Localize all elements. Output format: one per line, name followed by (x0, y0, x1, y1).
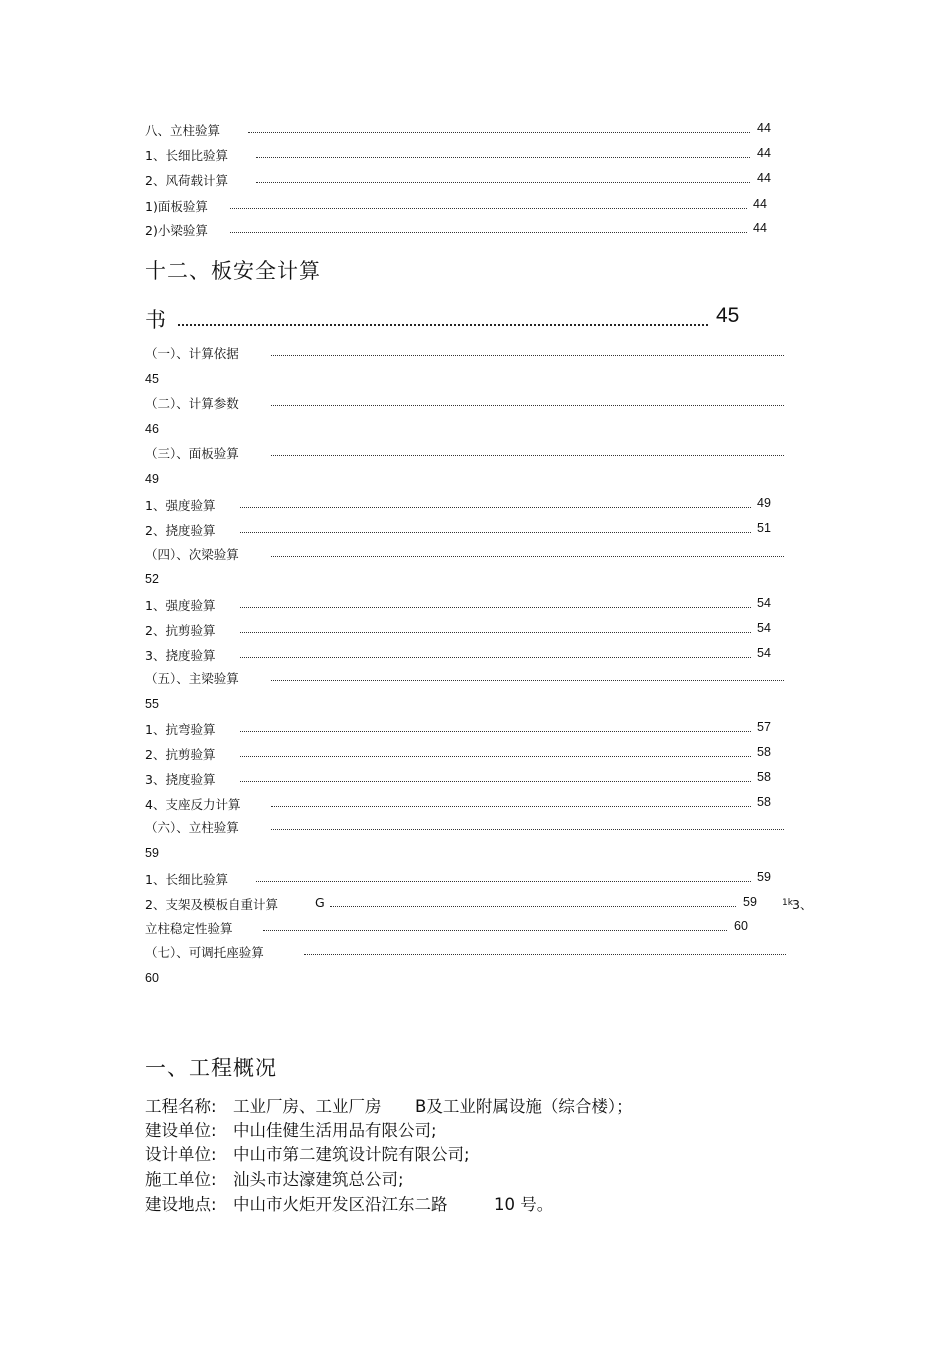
toc-leader-dots (240, 597, 751, 608)
toc-page-number: 59 (757, 870, 771, 884)
info-value: 工业厂房、工业厂房 (233, 1097, 382, 1116)
toc-entry-label[interactable]: 1、强度验算 (145, 598, 216, 613)
toc-leader-dots (304, 944, 786, 955)
toc-leader-dots (271, 670, 784, 681)
toc-page-number: 49 (757, 496, 771, 510)
toc-page-number: 49 (145, 472, 159, 486)
toc-entry-label[interactable]: （七）、可调托座验算 (145, 945, 264, 960)
toc-entry-label[interactable]: 八、立柱验算 (145, 123, 221, 138)
toc-leader-dots (271, 796, 751, 807)
toc-leader-dots (248, 122, 750, 133)
toc-leader-dots (230, 198, 747, 209)
toc-page-number: 46 (145, 422, 159, 436)
toc-entry-label[interactable]: 立柱稳定性验算 (145, 921, 233, 936)
info-value: 中山市火炬开发区沿江东二路 (233, 1195, 448, 1214)
toc-entry-label[interactable]: （一）、计算依据 (145, 346, 239, 361)
toc-page-number: 54 (757, 621, 771, 635)
toc-page-number: 51 (757, 521, 771, 535)
toc-page-number: 45 (716, 304, 740, 327)
chapter-title-line1[interactable]: 十二、板安全计算 (145, 259, 321, 283)
toc-entry-label[interactable]: 1、强度验算 (145, 498, 216, 513)
toc-leader-dots (330, 896, 736, 907)
toc-entry-label[interactable]: （四）、次梁验算 (145, 547, 239, 562)
toc-stray-mark: 3、 (792, 897, 813, 912)
toc-entry-label[interactable]: 2、风荷载计算 (145, 173, 228, 188)
toc-page-number: 59 (145, 846, 159, 860)
toc-leader-dots (230, 222, 747, 233)
toc-leader-dots (240, 771, 751, 782)
toc-page-number: 44 (753, 221, 767, 235)
toc-entry-label[interactable]: （二）、计算参数 (145, 396, 239, 411)
toc-leader-dots (240, 746, 751, 757)
toc-entry-label[interactable]: 3、挠度验算 (145, 772, 216, 787)
toc-leader-dots (256, 871, 751, 882)
toc-leader-dots (256, 147, 750, 158)
toc-page-number: 44 (753, 197, 767, 211)
toc-leader-dots (271, 345, 784, 356)
toc-leader-dots (263, 920, 727, 931)
toc-entry-label[interactable]: 1、长细比验算 (145, 872, 228, 887)
info-key: 设计单位: (145, 1145, 217, 1164)
toc-page-number: 44 (757, 121, 771, 135)
toc-leader-dots (240, 647, 751, 658)
toc-leader-dots (178, 310, 708, 326)
toc-leader-dots (240, 622, 751, 633)
toc-entry-label[interactable]: 3、挠度验算 (145, 648, 216, 663)
info-key: 工程名称: (145, 1097, 217, 1116)
toc-page-number: 58 (757, 745, 771, 759)
toc-page-number: 60 (145, 971, 159, 985)
info-value-continued: 10 号。 (494, 1195, 554, 1214)
chapter-title-line2[interactable]: 书 (145, 308, 167, 332)
toc-entry-symbol: G (315, 895, 325, 910)
info-value: 中山市第二建筑设计院有限公司; (233, 1145, 470, 1164)
toc-entry-label[interactable]: 4、支座反力计算 (145, 797, 241, 812)
info-value: 中山佳健生活用品有限公司; (233, 1121, 437, 1140)
toc-page-number: 52 (145, 572, 159, 586)
info-key: 施工单位: (145, 1170, 217, 1189)
info-value-continued: B及工业附属设施（综合楼）； (415, 1097, 633, 1116)
toc-entry-label[interactable]: （三）、面板验算 (145, 446, 239, 461)
toc-page-number: 58 (757, 770, 771, 784)
toc-leader-dots (240, 497, 751, 508)
toc-page-number: 54 (757, 596, 771, 610)
toc-page-number: 55 (145, 697, 159, 711)
toc-page-number: 60 (734, 919, 748, 933)
toc-page-number: 44 (757, 146, 771, 160)
toc-entry-label[interactable]: 2、抗剪验算 (145, 747, 216, 762)
toc-page-number: 45 (145, 372, 159, 386)
toc-leader-dots (271, 445, 784, 456)
toc-stray-mark: 1k (782, 898, 793, 908)
toc-entry-label[interactable]: 2、支架及模板自重计算 (145, 897, 278, 912)
info-key: 建设地点: (145, 1195, 217, 1214)
toc-entry-label[interactable]: 2、抗剪验算 (145, 623, 216, 638)
toc-page-number: 58 (757, 795, 771, 809)
toc-entry-label[interactable]: 1、长细比验算 (145, 148, 228, 163)
toc-page-number: 59 (743, 895, 757, 909)
info-key: 建设单位: (145, 1121, 217, 1140)
toc-entry-label[interactable]: （六）、立柱验算 (145, 820, 239, 835)
toc-leader-dots (256, 172, 750, 183)
toc-entry-label[interactable]: 1、抗弯验算 (145, 722, 216, 737)
toc-entry-label[interactable]: 2、挠度验算 (145, 523, 216, 538)
toc-entry-label[interactable]: 1)面板验算 (145, 199, 208, 214)
info-value: 汕头市达濠建筑总公司; (233, 1170, 404, 1189)
toc-page-number: 44 (757, 171, 771, 185)
toc-leader-dots (271, 395, 784, 406)
toc-leader-dots (240, 721, 751, 732)
toc-page-number: 54 (757, 646, 771, 660)
section-title: 一、工程概况 (145, 1056, 277, 1080)
toc-leader-dots (240, 522, 751, 533)
toc-page-number: 57 (757, 720, 771, 734)
toc-entry-label[interactable]: 2)小梁验算 (145, 223, 208, 238)
toc-entry-label[interactable]: （五）、主梁验算 (145, 671, 239, 686)
toc-leader-dots (271, 819, 784, 830)
toc-leader-dots (271, 546, 784, 557)
